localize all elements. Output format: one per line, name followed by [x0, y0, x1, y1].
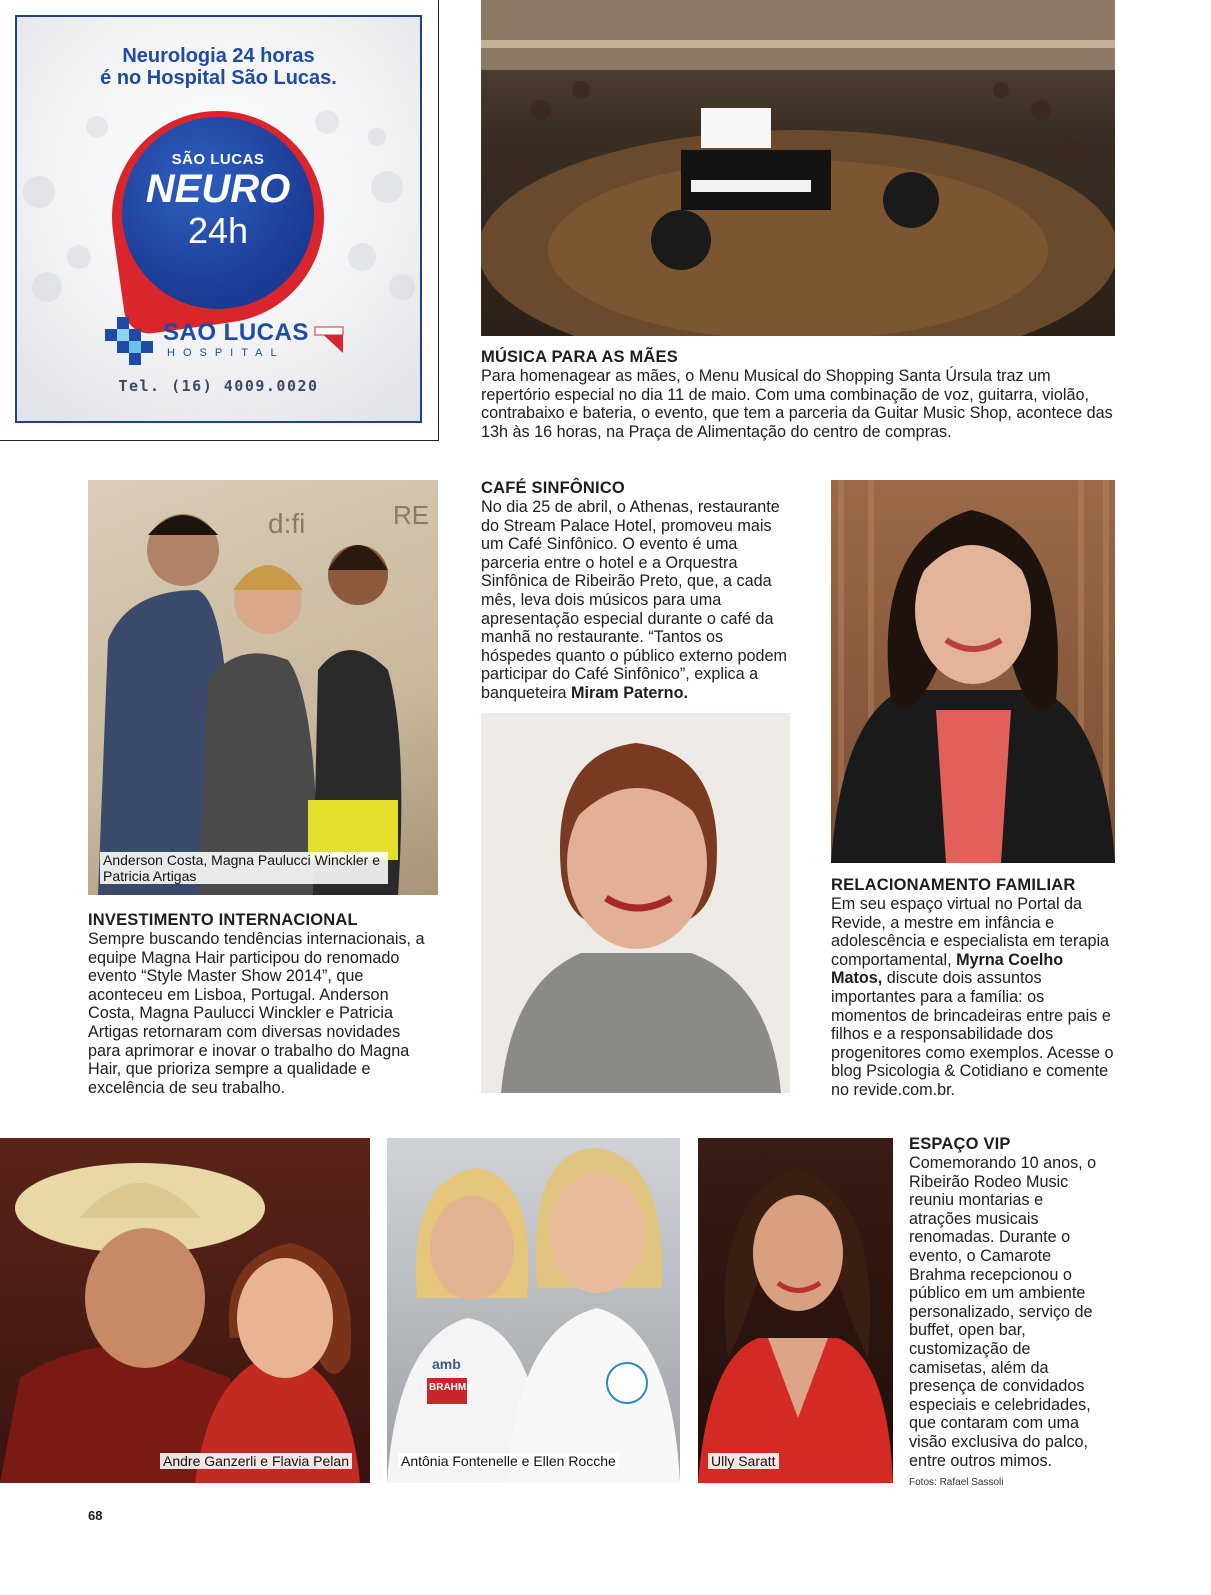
article-investimento — [88, 911, 433, 1097]
article-espaco-vip — [909, 1135, 1109, 1470]
photo-myrna-illustration — [831, 480, 1115, 863]
article-relacionamento-body-1: Em seu espaço virtual no Portal da Revide, a mestre em infância e adolescência e especialista em terapia comportamental, — [831, 895, 1110, 969]
ad-headline-line-1: Neurologia 24 horas — [122, 45, 315, 67]
article-espaco-vip-title: ESPAÇO VIP — [909, 1135, 1011, 1153]
photo-backdrop-text-re: RE — [393, 500, 430, 530]
caption-magna-hair-trio: Anderson Costa, Magna Paulucci Winckler e Patricia Artigas — [100, 852, 388, 884]
article-relacionamento-person-name: Myrna Coelho Matos, — [831, 950, 1064, 988]
photo-miram-illustration — [481, 713, 790, 1093]
photo-myrna-coelho-matos — [831, 480, 1115, 863]
ad-brand-sub: 24h — [187, 210, 249, 251]
article-cafe-title: CAFÉ SINFÔNICO — [481, 479, 625, 497]
article-relacionamento-title: RELACIONAMENTO FAMILIAR — [831, 876, 1076, 894]
photo-ully-illustration — [698, 1138, 893, 1483]
article-musica-title: MÚSICA PARA AS MÃES — [481, 348, 678, 366]
page-number: 68 — [88, 1508, 103, 1523]
photo-backdrop-text-dfi: d:fi — [268, 508, 306, 539]
article-relacionamento-body-wrapper — [831, 895, 1116, 1100]
article-musica — [481, 348, 1121, 441]
hospital-ad[interactable] — [15, 15, 422, 423]
article-cafe-person-name: Miram Paterno. — [571, 683, 688, 702]
caption-antonia-ellen: Antônia Fontenelle e Ellen Rocche — [398, 1453, 619, 1469]
ad-brand-main: NEURO — [145, 167, 291, 211]
photo-miram-paterno — [481, 713, 790, 1093]
article-relacionamento — [831, 876, 1116, 1100]
article-relacionamento-body-2: discute dois assuntos importantes para a família: os momentos de brincadeiras entre pais e filhos e a responsabilidade dos progenitores como exemplos. Acesse o blog Psicologia & Cotidiano e comente no revide.com.br. — [831, 969, 1114, 1099]
photo-magna-hair-trio — [88, 480, 438, 895]
caption-ully-saratt: Ully Saratt — [708, 1453, 779, 1469]
ad-brand-top: SÃO LUCAS — [171, 151, 265, 168]
hospital-logo-name: SAO LUCAS — [163, 319, 309, 346]
article-cafe — [481, 479, 791, 703]
photo-piano-illustration — [481, 0, 1115, 336]
photo-andre-flavia — [0, 1138, 370, 1483]
photo-piano-shopping — [481, 0, 1115, 336]
photo-andre-flavia-illustration — [0, 1138, 370, 1483]
photo-antonia-ellen — [387, 1138, 680, 1483]
accreditation-seal-icon — [313, 325, 345, 355]
photo-ully-saratt — [698, 1138, 893, 1483]
photo-credit: Fotos: Rafael Sassoli — [909, 1477, 1004, 1488]
caption-andre-flavia: Andre Ganzerli e Flavia Pelan — [160, 1453, 352, 1469]
photo-trio-illustration — [88, 480, 438, 895]
article-cafe-body: No dia 25 de abril, o Athenas, restaurante do Stream Palace Hotel, promoveu mais um Café Sinfônico. O evento é uma parceria entre o hotel e a Orquestra Sinfônica de Ribeirão Preto, que, a cada mês, leva dois músicos para uma apresentação especial durante o café da manhã no restaurante. “Tantos os hóspedes quanto o público externo podem participar do Café Sinfônico”, explica a banqueteira — [481, 498, 787, 702]
article-cafe-body-wrapper — [481, 498, 791, 703]
article-espaco-vip-body: Comemorando 10 anos, o Ribeirão Rodeo Music reuniu montarias e atrações musicais renomadas. Durante o evento, o Camarote Brahma recepcionou o público em um ambiente personalizado, serviço de buffet, open bar, customização de camisetas, além da presença de convidados especiais e celebridades, que contaram com uma visão exclusiva do palco, entre outros mimos. — [909, 1154, 1097, 1470]
hospital-logo — [105, 317, 345, 365]
article-musica-body: Para homenagear as mães, o Menu Musical do Shopping Santa Úrsula traz um repertório especial no dia 11 de maio. Com uma combinação de voz, guitarra, violão, contrabaixo e bateria, o evento, que tem a parceria da Guitar Music Shop, acontece das 13h às 16 horas, na Praça de Alimentação do centro de compras. — [481, 367, 1113, 441]
photo-shirt-text-amb: amb — [432, 1356, 461, 1372]
photo-shirt-text-brahma: BRAHMA — [429, 1382, 474, 1393]
article-investimento-body: Sempre buscando tendências internacionais, a equipe Magna Hair participou do renomado evento “Style Master Show 2014”, que aconteceu em Lisboa, Portugal. Anderson Costa, Magna Paulucci Winckler e Patricia Artigas retornaram com diversas novidades para aprimorar e inovar o trabalho do Magna Hair, que prioriza sempre a qualidade e excelência de seu trabalho. — [88, 930, 425, 1097]
hospital-logo-sub: HOSPITAL — [167, 347, 285, 359]
ad-headline-line-2: é no Hospital São Lucas. — [100, 67, 337, 89]
ad-telephone: Tel. (16) 4009.0020 — [118, 377, 319, 395]
article-investimento-title: INVESTIMENTO INTERNACIONAL — [88, 911, 358, 929]
hospital-logo-icon — [105, 317, 161, 365]
photo-antonia-ellen-illustration — [387, 1138, 680, 1483]
